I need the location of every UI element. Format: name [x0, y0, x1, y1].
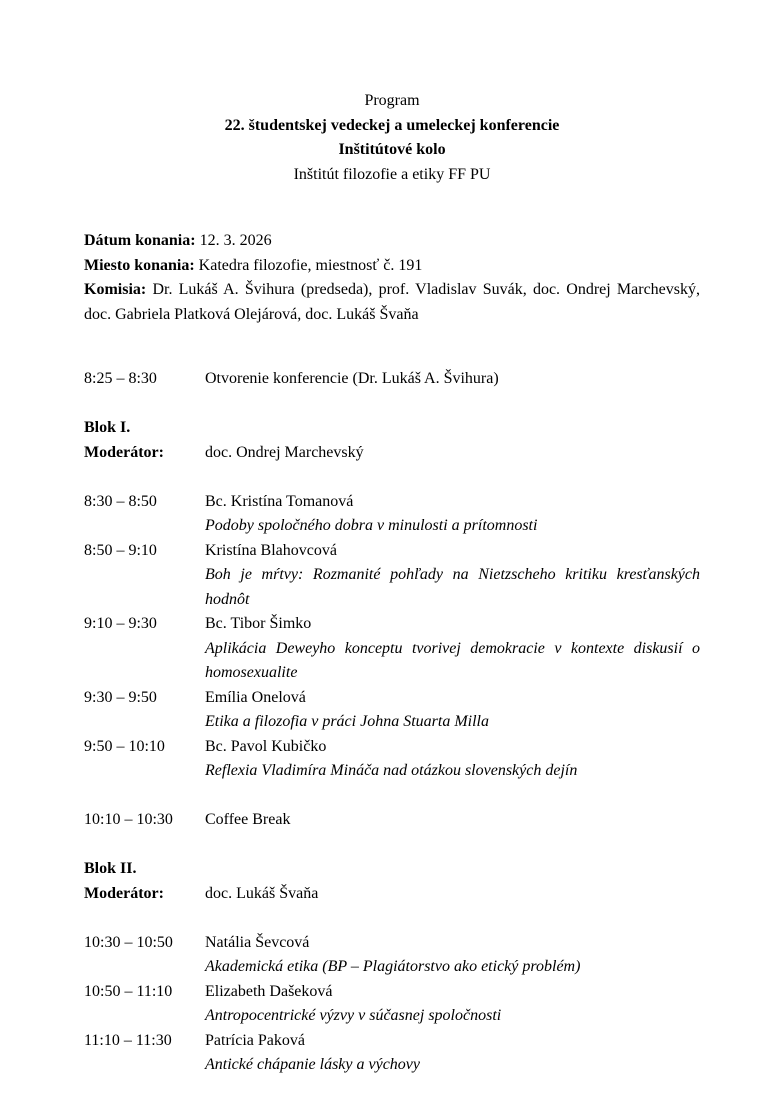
title-institute: Inštitút filozofie a etiky FF PU — [293, 165, 491, 183]
block1-moderator-name: doc. Ondrej Marchevský — [205, 443, 364, 461]
block1-title: Blok I. — [84, 419, 131, 436]
block2-moderator-name: doc. Lukáš Švaňa — [205, 884, 319, 902]
document-header — [84, 89, 700, 187]
session-speaker: Bc. Kristína Tomanová — [205, 492, 354, 510]
session-row — [84, 490, 700, 539]
session-speaker: Emília Onelová — [205, 688, 306, 706]
session-talk-title: Reflexia Vladimíra Mináča nad otázkou slovenských dejín — [205, 762, 578, 779]
session-time: 9:10 – 9:30 — [84, 615, 157, 632]
session-row — [84, 931, 700, 980]
info-committee — [84, 278, 700, 327]
block2-title: Blok II. — [84, 860, 137, 877]
session-talk-title: Etika a filozofia v práci Johna Stuarta Milla — [205, 713, 489, 730]
info-date — [84, 229, 700, 254]
info-place — [84, 254, 700, 279]
session-speaker: Bc. Tibor Šimko — [205, 615, 312, 632]
session-speaker: Elizabeth Dašeková — [205, 982, 333, 1000]
session-speaker: Bc. Pavol Kubičko — [205, 737, 327, 755]
session-talk-title: Boh je mŕtvy: Rozmanité pohľady na Nietzscheho kritiku kresťanských hodnôt — [205, 566, 700, 608]
info-block — [84, 229, 700, 327]
session-speaker: Natália Ševcová — [205, 933, 310, 951]
session-speaker: Patrícia Paková — [205, 1031, 305, 1049]
session-talk-title: Aplikácia Deweyho konceptu tvorivej demokracie v kontexte diskusií o homosexualite — [205, 639, 700, 681]
session-time: 9:30 – 9:50 — [84, 688, 157, 706]
session-time: 11:10 – 11:30 — [84, 1031, 172, 1049]
session-row — [84, 539, 700, 613]
session-row — [84, 686, 700, 735]
session-row — [84, 980, 700, 1029]
title-conference-name: 22. študentskej vedeckej a umeleckej konferencie — [224, 116, 560, 134]
info-date-value: 12. 3. 2026 — [199, 232, 272, 249]
session-time: 8:30 – 8:50 — [84, 492, 157, 510]
schedule — [84, 367, 700, 1078]
opening-time: 8:25 – 8:30 — [84, 370, 157, 387]
schedule-row-opening — [84, 367, 700, 392]
coffee-break-time: 10:10 – 10:30 — [84, 811, 173, 828]
session-time: 10:50 – 11:10 — [84, 982, 173, 1000]
session-talk-title: Antické chápanie lásky a výchovy — [205, 1056, 420, 1073]
session-speaker: Kristína Blahovcová — [205, 541, 337, 559]
block1-moderator-row — [84, 441, 700, 466]
coffee-break-text: Coffee Break — [205, 811, 291, 828]
block2-moderator-label: Moderátor: — [84, 884, 164, 902]
session-time: 8:50 – 9:10 — [84, 541, 157, 559]
session-talk-title: Podoby spoločného dobra v minulosti a prítomnosti — [205, 517, 538, 534]
info-date-label: Dátum konania: — [84, 232, 196, 249]
session-time: 10:30 – 10:50 — [84, 933, 173, 951]
info-committee-label: Komisia: — [84, 281, 147, 298]
session-time: 9:50 – 10:10 — [84, 737, 165, 755]
info-place-label: Miesto konania: — [84, 256, 195, 274]
session-row — [84, 612, 700, 686]
session-row — [84, 1029, 700, 1078]
session-row — [84, 735, 700, 784]
opening-text: Otvorenie konferencie (Dr. Lukáš A. Švihura) — [205, 370, 499, 387]
title-round: Inštitútové kolo — [338, 141, 446, 158]
coffee-break-row — [84, 808, 700, 833]
session-talk-title: Akademická etika (BP – Plagiátorstvo ako etický problém) — [205, 958, 581, 975]
info-committee-value: Dr. Lukáš A. Švihura (predseda), prof. Vladislav Suvák, doc. Ondrej Marchevský, doc. Gabriela Platková Olejárová, doc. Lukáš Švaňa — [84, 281, 700, 323]
block1-moderator-label: Moderátor: — [84, 443, 164, 461]
block2-moderator-row — [84, 882, 700, 907]
session-talk-title: Antropocentrické výzvy v súčasnej spoločnosti — [205, 1007, 502, 1024]
info-place-value: Katedra filozofie, miestnosť č. 191 — [198, 256, 423, 274]
title-program: Program — [364, 92, 420, 109]
